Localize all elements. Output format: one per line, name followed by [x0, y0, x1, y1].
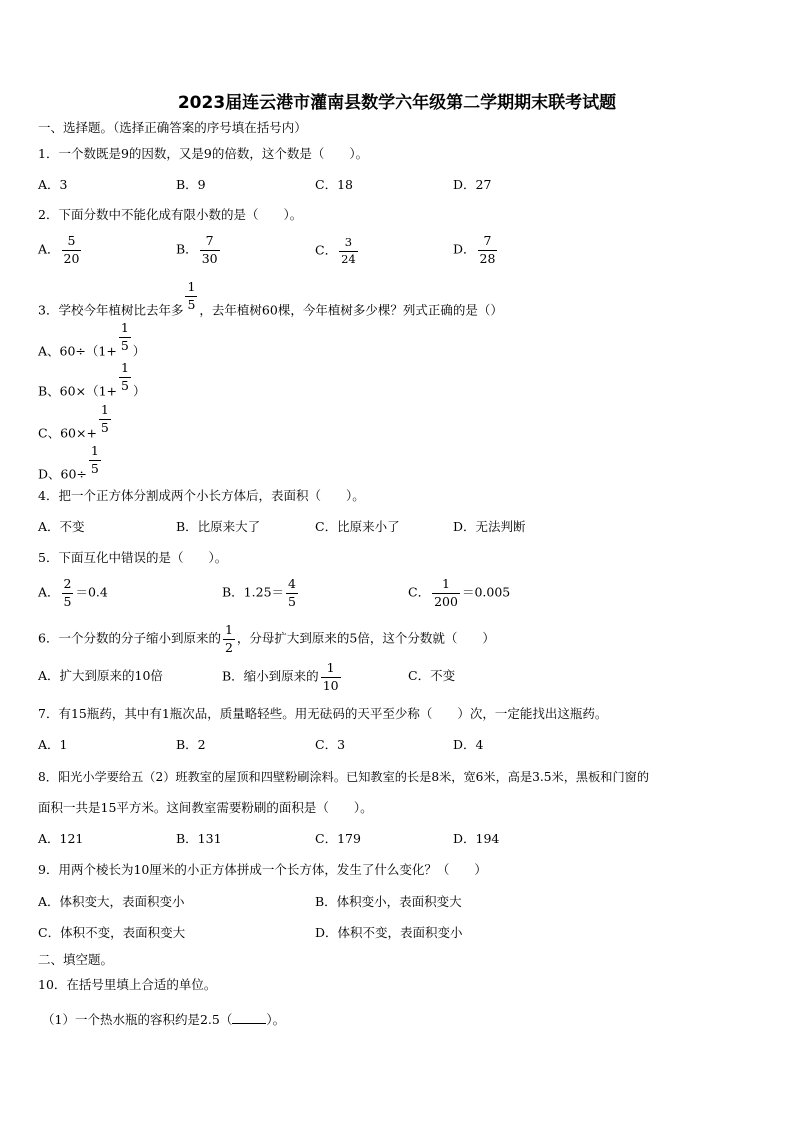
q2-option-b-label: B． — [176, 241, 198, 257]
question-9: 9．用两个棱长为10厘米的小正方体拼成一个长方体，发生了什么变化？（ ） — [38, 862, 487, 877]
fraction-numerator: 1 — [119, 362, 131, 378]
fraction-denominator: 28 — [479, 250, 496, 266]
fraction-denominator: 5 — [100, 419, 109, 435]
question-4: 4．把一个正方体分割成两个小长方体后，表面积（ ）。 — [38, 488, 365, 503]
q8-option-a: A．121 — [38, 831, 84, 846]
q2-option-b-fraction — [200, 235, 220, 265]
question-8-line-1: 8．阳光小学要给五（2）班教室的屋顶和四壁粉刷涂料。已知教室的长是8米，宽6米，高是3.5米，黑板和门窗的 — [38, 770, 650, 784]
q3-option-c-fraction — [99, 404, 111, 434]
q3-option-d — [38, 445, 103, 481]
q2-option-c-fraction — [339, 237, 358, 265]
q2-option-a-fraction — [62, 235, 82, 265]
question-1: 1．一个数既是9的因数，又是9的倍数，这个数是（ ）。 — [38, 146, 369, 161]
q6-option-c: C．不变 — [408, 668, 456, 683]
fraction-denominator: 30 — [201, 250, 218, 266]
answer-blank[interactable] — [232, 1012, 266, 1024]
q3-option-b-text: B、60×（1+ — [38, 383, 117, 399]
q3-option-b-close: ） — [132, 383, 146, 399]
q3-stem-start: 3．学校今年植树比去年多 — [38, 302, 184, 318]
q5-option-b-text: B．1.25＝ — [222, 584, 285, 600]
q6-stem-end: ，分母扩大到原来的5倍，这个分数就（ ） — [236, 630, 495, 646]
fraction-numerator: 1 — [321, 662, 341, 678]
fraction-numerator: 1 — [432, 578, 460, 594]
q3-option-d-text: D、60÷ — [38, 466, 87, 482]
q5-option-c-fraction — [432, 578, 460, 608]
q9-option-a: A．体积变大，表面积变小 — [38, 894, 185, 909]
fraction-numerator: 1 — [89, 445, 101, 461]
q2-option-a-label: A． — [38, 241, 60, 257]
q3-option-a-text: A、60÷（1+ — [38, 343, 117, 359]
fraction-denominator: 200 — [434, 593, 458, 609]
q4-option-a: A．不变 — [38, 519, 85, 534]
q3-option-a-close: ） — [132, 343, 146, 359]
q3-option-a-fraction — [119, 322, 131, 352]
q5-option-b — [222, 578, 300, 608]
q1-option-c: C．18 — [315, 177, 353, 192]
q8-option-d: D．194 — [453, 831, 500, 846]
q7-option-d: D．4 — [453, 737, 484, 752]
q5-option-a — [38, 578, 108, 608]
question-3 — [38, 281, 503, 317]
q9-option-b: B．体积变小，表面积变大 — [315, 894, 462, 909]
fraction-denominator: 24 — [341, 251, 356, 266]
fraction-numerator: 7 — [478, 235, 498, 251]
fraction-denominator: 20 — [63, 250, 80, 266]
q3-option-b-fraction — [119, 362, 131, 392]
q10-sub-1-text: （1）一个热水瓶的容积约是2.5（ — [42, 1012, 233, 1027]
fraction-numerator: 7 — [200, 235, 220, 251]
fraction-denominator: 5 — [90, 460, 99, 476]
q5-option-a-result: ＝0.4 — [75, 584, 108, 600]
question-6 — [38, 624, 495, 654]
q8-option-c: C．179 — [315, 831, 361, 846]
question-2: 2．下面分数中不能化成有限小数的是（ ）。 — [38, 207, 303, 222]
q3-option-d-fraction — [89, 445, 101, 475]
q5-option-c-label: C． — [408, 584, 431, 600]
q6-fraction — [223, 624, 235, 654]
q9-option-c: C．体积不变，表面积变大 — [38, 925, 186, 940]
q3-stem-end: ，去年植树60棵，今年植树多少棵？列式正确的是（） — [199, 302, 503, 318]
fraction-denominator: 5 — [187, 296, 196, 312]
section-choice-heading: 一、选择题。（选择正确答案的序号填在括号内） — [38, 120, 307, 135]
fraction-numerator: 2 — [62, 578, 74, 594]
question-8-line-2: 面积一共是15平方米。这间教室需要粉刷的面积是（ ）。 — [38, 800, 373, 815]
q1-option-b: B．9 — [176, 177, 206, 192]
q2-option-a — [38, 235, 83, 265]
q6-stem-start: 6．一个分数的分子缩小到原来的 — [38, 630, 221, 646]
q4-option-d: D．无法判断 — [453, 519, 526, 534]
q2-option-b — [176, 235, 222, 265]
fraction-numerator: 1 — [99, 404, 111, 420]
fraction-denominator: 5 — [288, 593, 296, 609]
q5-option-a-fraction — [62, 578, 74, 608]
q2-option-d-fraction — [478, 235, 498, 265]
q7-option-b: B．2 — [176, 737, 206, 752]
q10-sub-1 — [42, 1012, 285, 1027]
q6-option-b-fraction — [321, 662, 341, 692]
q4-option-c: C．比原来小了 — [315, 519, 400, 534]
q3-fraction — [185, 281, 197, 311]
q3-option-c-text: C、60×+ — [38, 425, 97, 441]
q6-option-b — [222, 662, 343, 692]
q5-option-b-fraction — [286, 578, 298, 608]
fraction-numerator: 1 — [223, 624, 235, 640]
fraction-denominator: 2 — [224, 639, 233, 655]
q5-option-c — [408, 578, 510, 608]
q4-option-b: B．比原来大了 — [176, 519, 261, 534]
page-title: 2023届连云港市灌南县数学六年级第二学期期末联考试题 — [177, 93, 617, 113]
q5-option-a-label: A． — [38, 584, 60, 600]
q3-option-a — [38, 322, 145, 358]
q2-option-c — [315, 237, 360, 265]
q1-option-d: D．27 — [453, 177, 492, 192]
q2-option-d — [453, 235, 499, 265]
fraction-numerator: 1 — [185, 281, 197, 297]
q2-option-c-label: C． — [315, 242, 338, 258]
q9-option-d: D．体积不变，表面积变小 — [315, 925, 463, 940]
q8-option-b: B．131 — [176, 831, 222, 846]
fraction-denominator: 5 — [121, 377, 129, 393]
question-7: 7．有15瓶药，其中有1瓶次品，质量略轻些。用无砝码的天平至少称（ ）次，一定能找出这瓶药。 — [38, 706, 608, 721]
fraction-denominator: 5 — [63, 593, 72, 609]
q6-option-a: A．扩大到原来的10倍 — [38, 668, 163, 683]
q5-option-c-result: ＝0.005 — [461, 584, 511, 600]
section-fill-heading: 二、填空题。 — [38, 952, 114, 967]
q3-option-b — [38, 362, 145, 398]
fraction-numerator: 4 — [286, 578, 298, 594]
q2-option-d-label: D． — [453, 241, 476, 257]
q10-sub-1-close: ）。 — [266, 1012, 286, 1027]
fraction-numerator: 3 — [339, 237, 358, 252]
fraction-numerator: 5 — [62, 235, 82, 251]
q7-option-c: C．3 — [315, 737, 346, 752]
question-10: 10．在括号里填上合适的单位。 — [38, 977, 217, 992]
q7-option-a: A．1 — [38, 737, 68, 752]
fraction-numerator: 1 — [119, 322, 131, 338]
q3-option-c — [38, 404, 113, 440]
q1-option-a: A．3 — [38, 177, 68, 192]
fraction-denominator: 5 — [120, 337, 129, 353]
fraction-denominator: 10 — [322, 677, 339, 693]
question-5: 5．下面互化中错误的是（ ）。 — [38, 550, 228, 565]
q6-option-b-text: B．缩小到原来的 — [222, 668, 319, 684]
